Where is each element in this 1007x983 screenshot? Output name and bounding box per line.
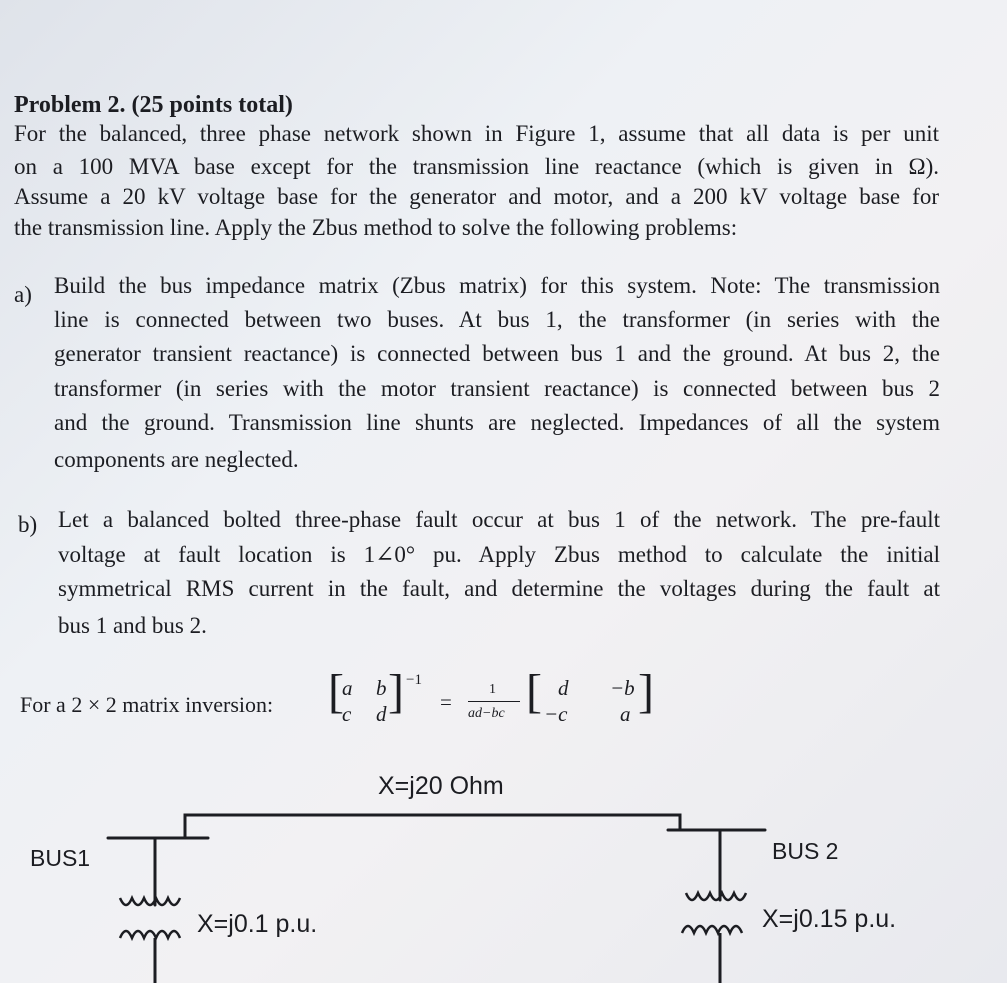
- formula-label: For a 2 × 2 matrix inversion:: [20, 692, 274, 717]
- part-b-line-1: Let a balanced bolted three-phase fault occur at bus 1 of the network. The pre-fault: [58, 507, 940, 532]
- right-matrix-open-bracket: [: [526, 665, 542, 718]
- part-a-line-1: Build the bus impedance matrix (Zbus matrix) for this system. Note: The transmission: [54, 273, 940, 298]
- bus1-transformer-icon: [120, 898, 180, 983]
- left-matrix-open-bracket: [: [328, 665, 344, 718]
- equals-sign: =: [440, 690, 452, 714]
- result-neg-b: −b: [610, 676, 635, 700]
- bus1-reactance-label: X=j0.1 p.u.: [197, 910, 318, 938]
- intro-line-3: Assume a 20 kV voltage base for the generator and motor, and a 200 kV voltage base for: [14, 184, 939, 209]
- intro-line-4: the transmission line. Apply the Zbus method to solve the following problems:: [14, 215, 738, 240]
- part-a-label: a): [14, 282, 32, 307]
- matrix-c: c: [342, 702, 352, 726]
- matrix-inversion-formula: [20, 665, 660, 738]
- fraction-denominator: ad−bc: [468, 706, 505, 721]
- part-b-line-3: symmetrical RMS current in the fault, and determine the voltages during the fault at: [58, 576, 940, 601]
- matrix-d: d: [376, 702, 387, 726]
- result-d: d: [558, 676, 569, 700]
- fraction-bar: [468, 701, 520, 702]
- result-neg-c: −c: [544, 702, 568, 726]
- matrix-b: b: [376, 676, 387, 700]
- problem-title: Problem 2. (25 points total): [14, 92, 293, 118]
- part-b-line-2: voltage at fault location is 1∠0° pu. Apply Zbus method to calculate the initial: [58, 542, 940, 567]
- line-reactance-label: X=j20 Ohm: [378, 772, 504, 800]
- fraction-numerator: 1: [489, 682, 496, 697]
- result-a: a: [620, 702, 631, 726]
- bus2-reactance-label: X=j0.15 p.u.: [762, 905, 897, 933]
- bus2-transformer-icon: [682, 893, 746, 983]
- matrix-a: a: [342, 676, 353, 700]
- part-b-line-4: bus 1 and bus 2.: [58, 613, 207, 638]
- part-b-label: b): [18, 512, 38, 537]
- part-a-line-3: generator transient reactance) is connected between bus 1 and the ground. At bus 2, the: [54, 341, 940, 366]
- bus1-label: BUS1: [30, 845, 91, 871]
- part-a-line-2: line is connected between two buses. At bus 1, the transformer (in series with the: [54, 307, 940, 332]
- one-line-diagram: [0, 760, 1007, 983]
- intro-line-2: on a 100 MVA base except for the transmission line reactance (which is given in Ω).: [14, 154, 939, 179]
- right-matrix-close-bracket: ]: [638, 665, 654, 718]
- inverse-exponent: −1: [406, 672, 422, 688]
- intro-line-1: For the balanced, three phase network shown in Figure 1, assume that all data is per unit: [14, 121, 939, 146]
- bus2-label: BUS 2: [772, 838, 839, 864]
- part-a-line-6: components are neglected.: [54, 447, 299, 472]
- left-matrix-close-bracket: ]: [388, 665, 404, 718]
- part-a-line-4: transformer (in series with the motor transient reactance) is connected between bus 2: [54, 376, 940, 401]
- transmission-line: [185, 815, 680, 838]
- part-a-line-5: and the ground. Transmission line shunts are neglected. Impedances of all the system: [54, 410, 940, 435]
